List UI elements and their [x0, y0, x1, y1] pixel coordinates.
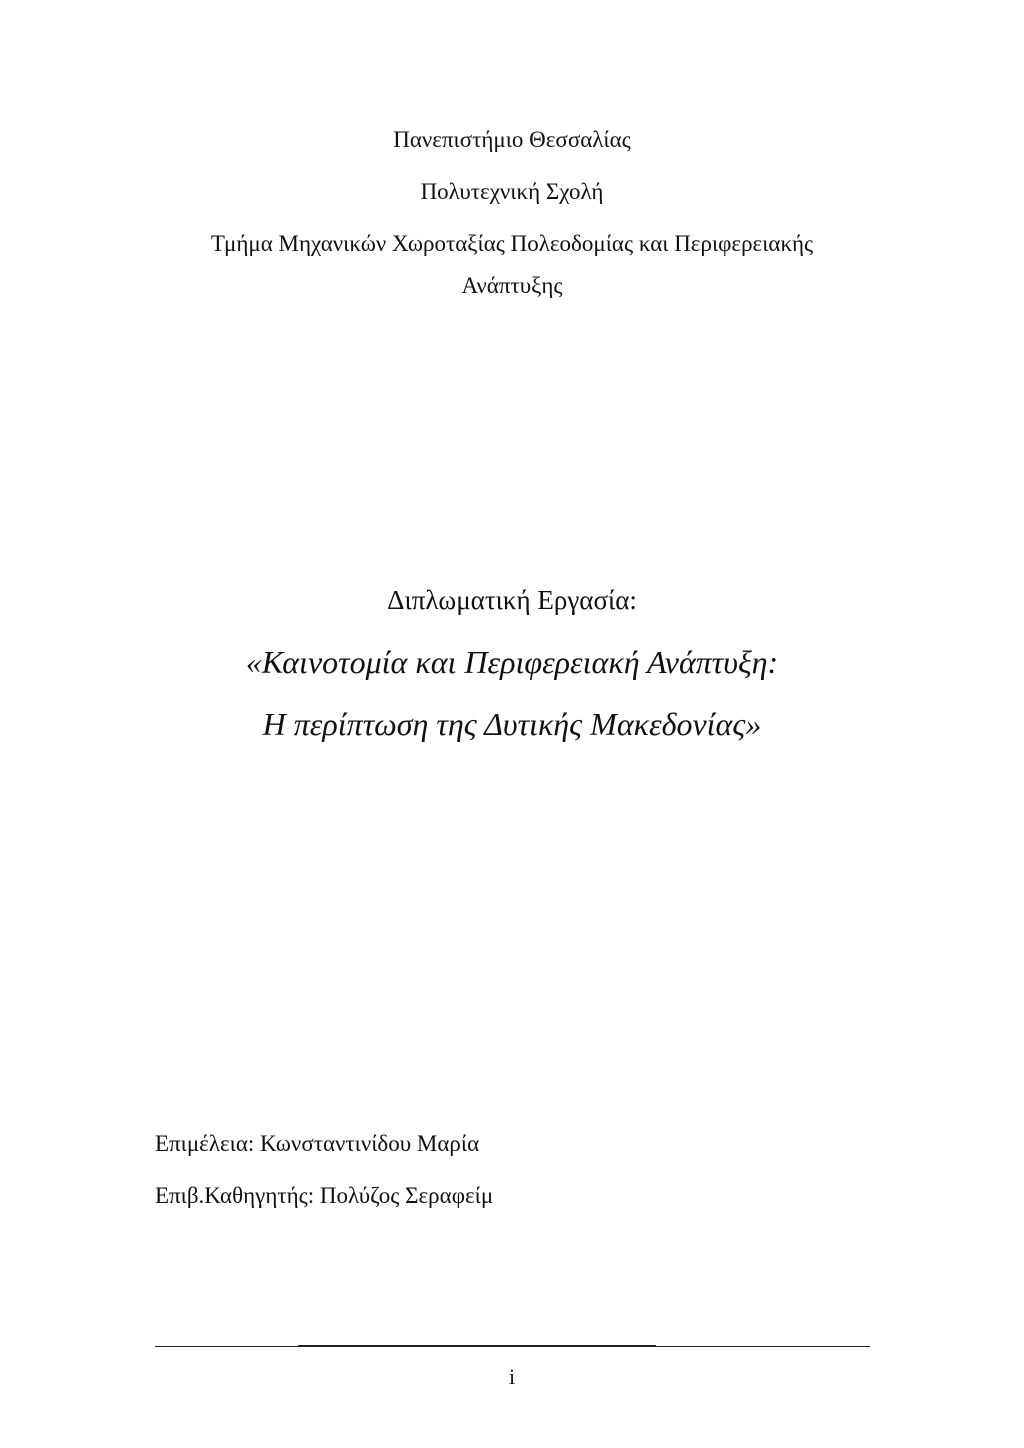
author-credit: Επιμέλεια: Κωνσταντινίδου Μαρία	[155, 1131, 480, 1156]
footer-divider	[155, 1346, 870, 1347]
department-name-line1: Τμήμα Μηχανικών Χωροταξίας Πολεοδομίας και Περιφερειακής	[210, 231, 814, 256]
thesis-title-line2: Η περίπτωση της Δυτικής Μακεδονίας»	[262, 706, 762, 742]
university-name: Πανεπιστήμιο Θεσσαλίας	[393, 127, 631, 152]
thesis-title-line1: «Καινοτομία και Περιφερειακή Ανάπτυξη:	[245, 644, 779, 680]
department-name-line2: Ανάπτυξης	[461, 273, 563, 298]
page-number: i	[508, 1364, 516, 1389]
supervisor-credit: Επιβ.Καθηγητής: Πολύζος Σεραφείμ	[155, 1183, 494, 1208]
school-name: Πολυτεχνική Σχολή	[420, 179, 604, 204]
thesis-label: Διπλωματική Εργασία:	[387, 585, 637, 615]
